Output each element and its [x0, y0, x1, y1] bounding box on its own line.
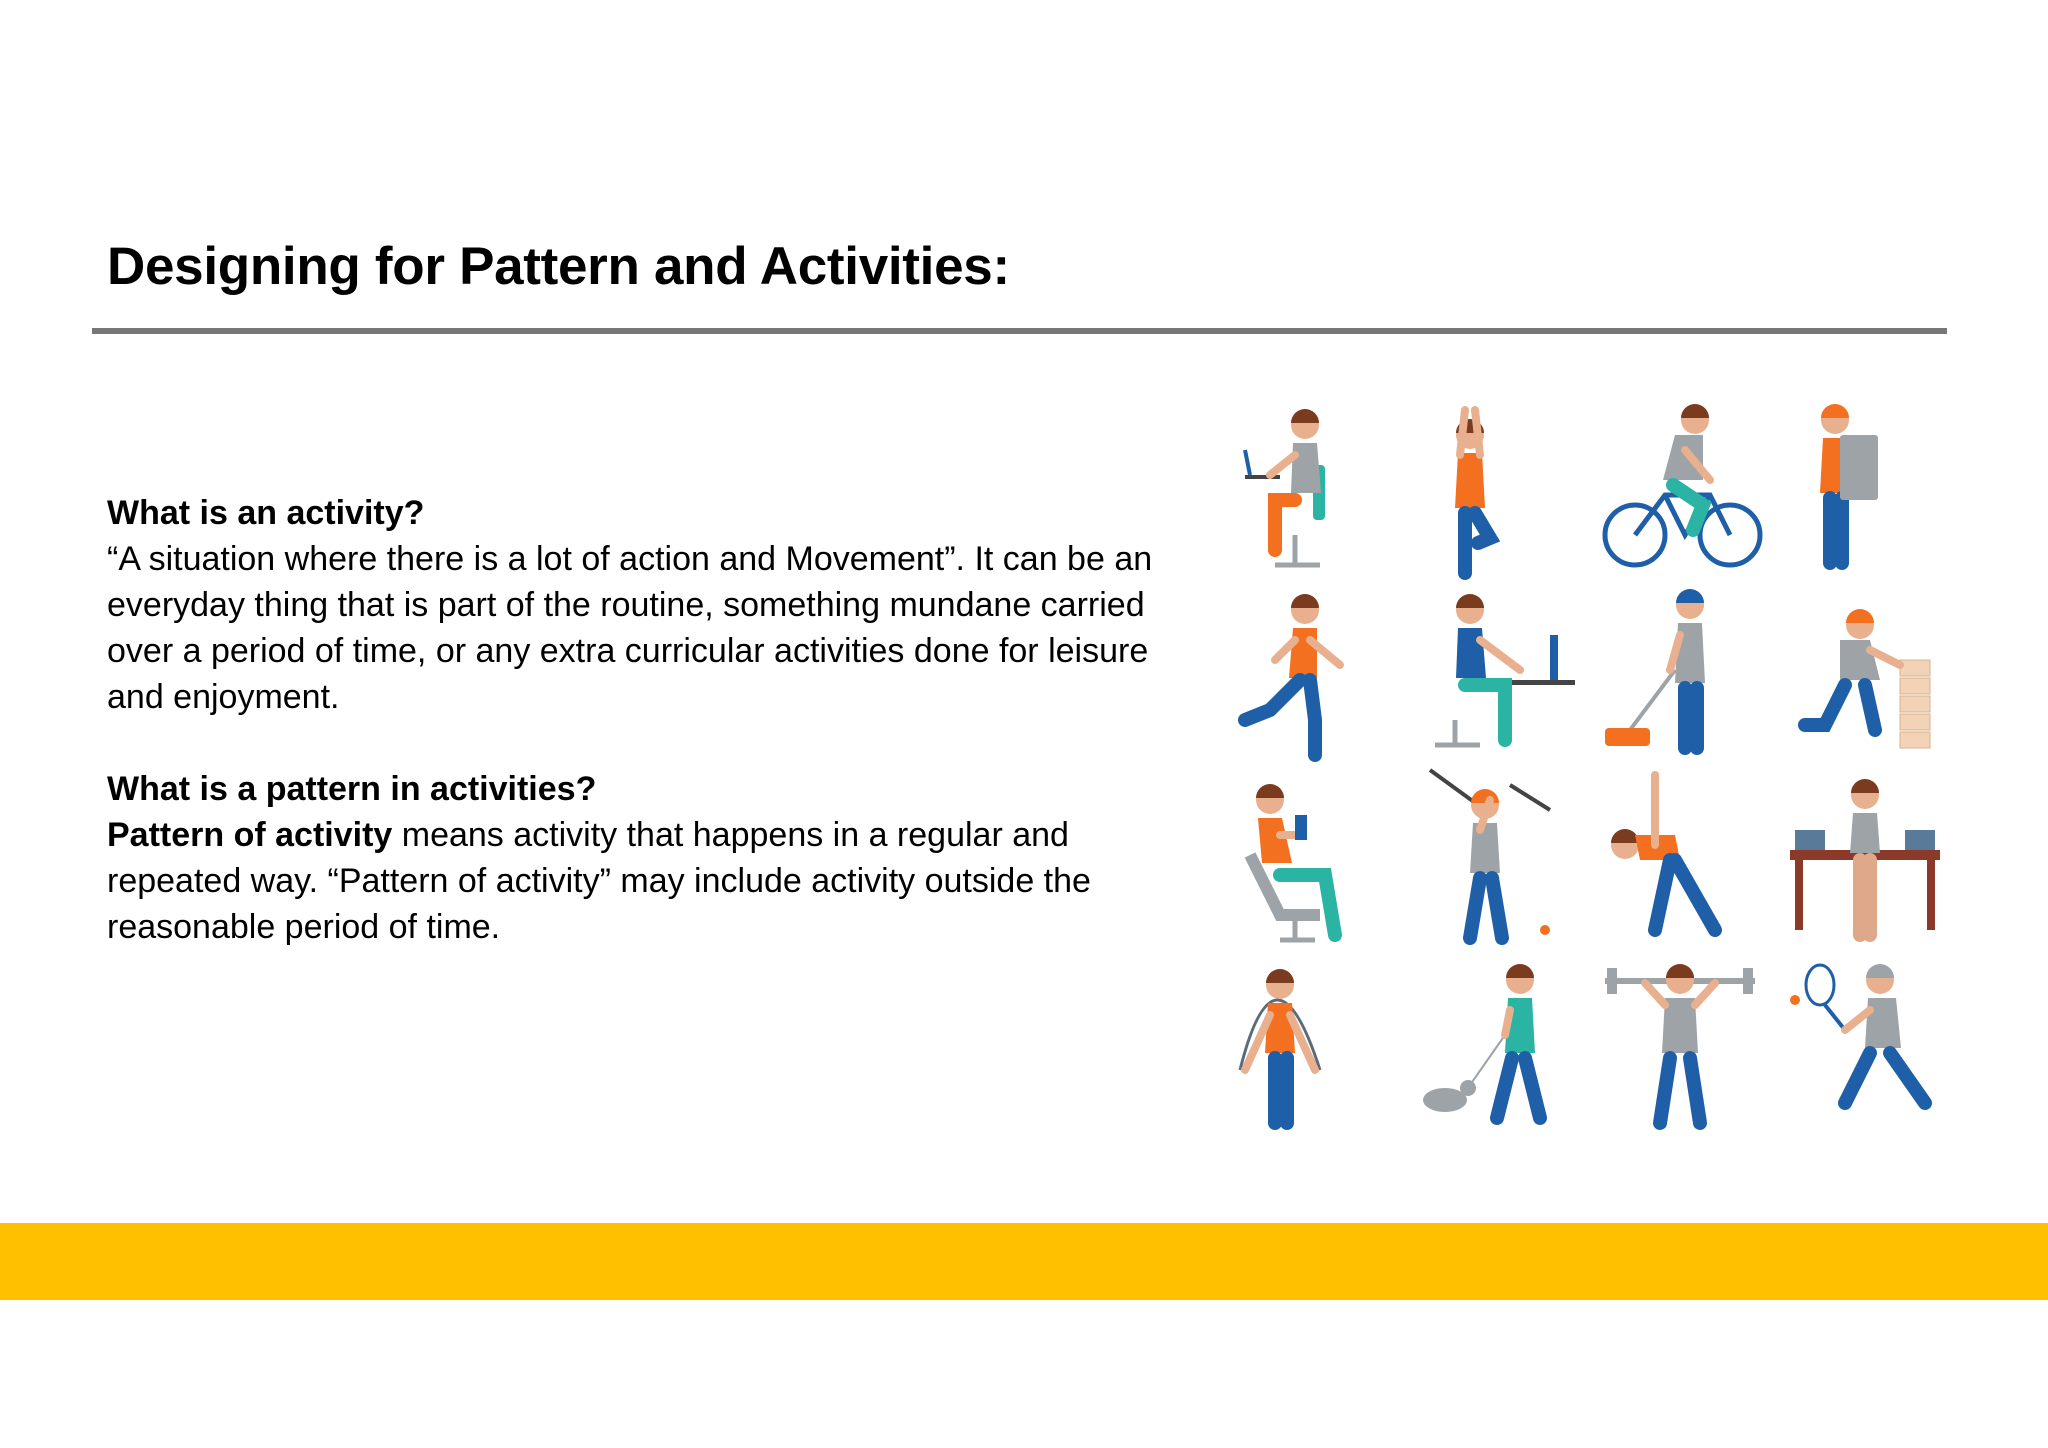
- dog-walker-person-icon: [1410, 950, 1580, 1135]
- golfer-person-icon: [1410, 765, 1580, 950]
- jump-rope-person-icon: [1225, 950, 1395, 1135]
- desk-computer-person-icon: [1410, 580, 1580, 765]
- weightlifter-person-icon: [1595, 950, 1765, 1135]
- runner-person-icon: [1225, 580, 1395, 765]
- slide-title: Designing for Pattern and Activities:: [107, 237, 1010, 296]
- laptop-chair-person-icon: [1225, 395, 1395, 580]
- cyclist-person-icon: [1595, 395, 1765, 580]
- activity-paragraph: [107, 490, 1197, 720]
- activity-question: What is an activity?: [107, 494, 425, 532]
- reading-chair-person-icon: [1225, 765, 1395, 950]
- activity-answer: “A situation where there is a lot of action and Movement”. It can be an everyday thing that is part of the routine, something mundane carried over a period of time, or any extra curricular activities done for leisure and enjoyment.: [107, 540, 1153, 716]
- lawn-mower-person-icon: [1595, 580, 1765, 765]
- body-text: [107, 490, 1197, 950]
- pattern-answer: means activity that happens in a regular and repeated way. “Pattern of activity” may include activity outside the reasonable period of time.: [107, 816, 1091, 946]
- tennis-player-person-icon: [1780, 950, 1950, 1135]
- yoga-tree-pose-person-icon: [1410, 395, 1580, 580]
- yoga-triangle-pose-person-icon: [1595, 765, 1765, 950]
- paragraph-spacer: [107, 720, 1197, 766]
- pattern-paragraph: [107, 766, 1197, 950]
- pattern-question: What is a pattern in activities?: [107, 770, 597, 808]
- title-divider: [92, 328, 1947, 334]
- pattern-term: Pattern of activity: [107, 816, 393, 854]
- office-desk-person-icon: [1780, 765, 1950, 950]
- kneeling-stacking-boxes-person-icon: [1780, 580, 1950, 765]
- box-carrier-person-icon: [1780, 395, 1950, 580]
- activity-illustrations: [1225, 395, 1925, 1135]
- footer-band: [0, 1223, 2048, 1300]
